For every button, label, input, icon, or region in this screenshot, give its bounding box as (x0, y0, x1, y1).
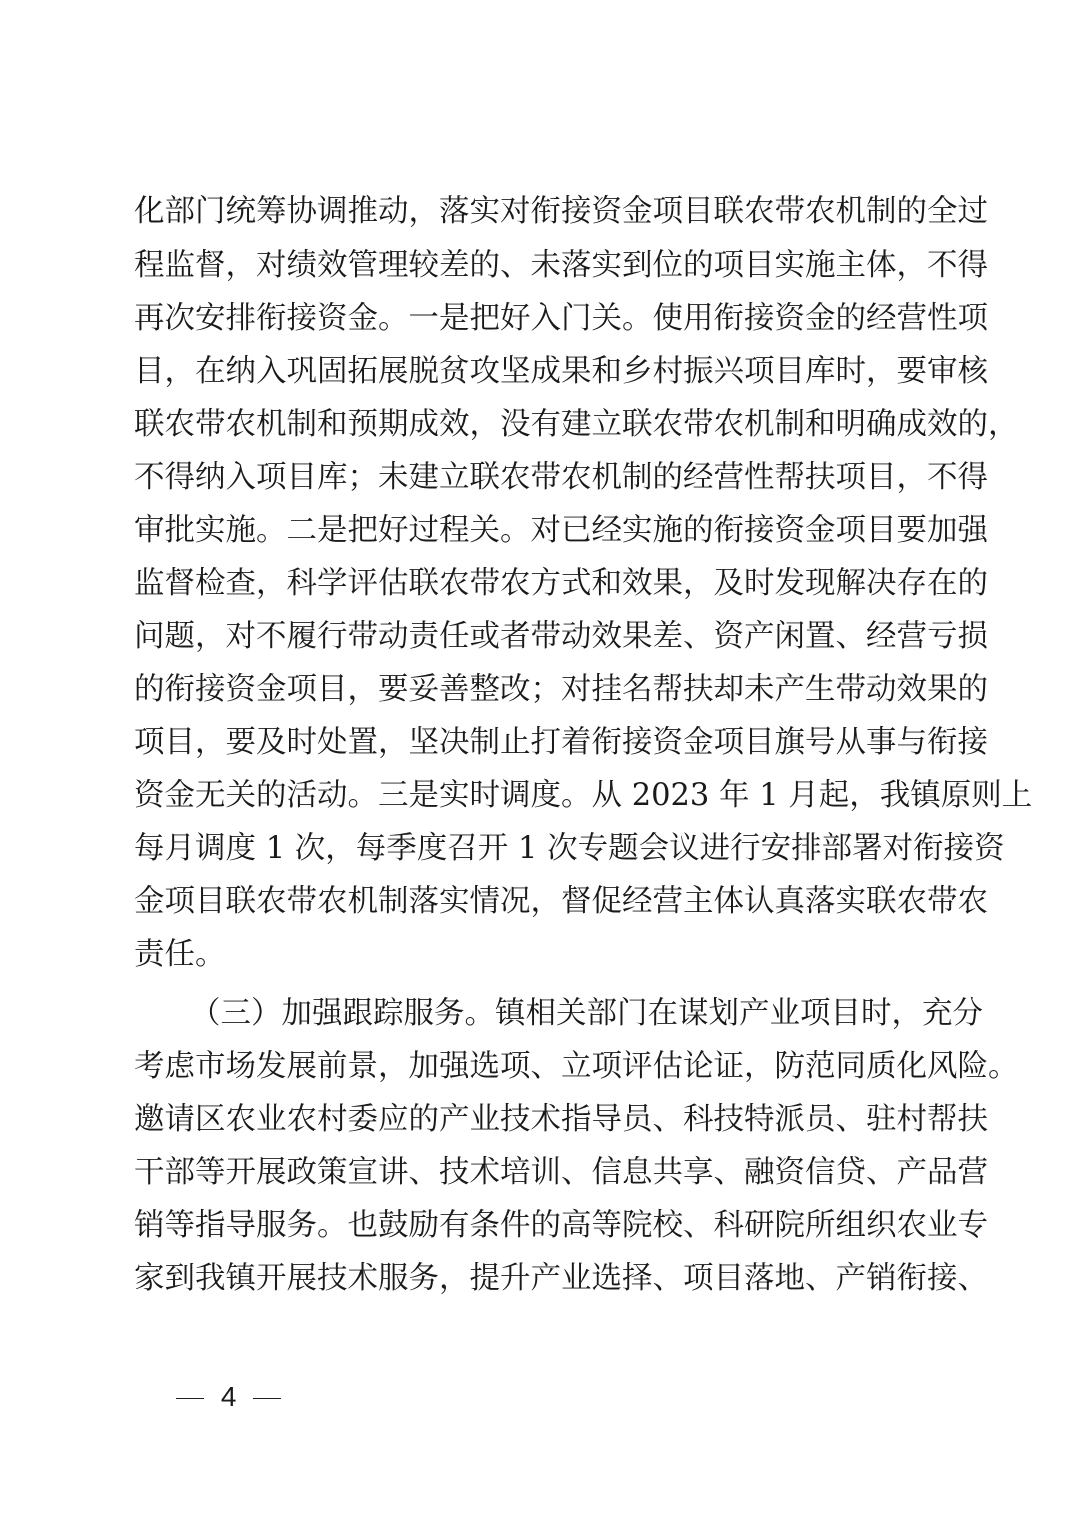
body-line-5: 联农带农机制和预期成效，没有建立联农带农机制和明确成效的， (134, 407, 1019, 442)
page-number-value: 4 (220, 1381, 237, 1412)
section-3-line-6: 家到我镇开展技术服务，提升产业选择、项目落地、产销衔接、 (134, 1261, 988, 1296)
section-3-line-5: 销等指导服务。也鼓励有条件的高等院校、科研院所组织农业专 (134, 1208, 988, 1243)
body-line-6: 不得纳入项目库；未建立联农带农机制的经营性帮扶项目，不得 (134, 460, 988, 495)
body-line-12: 资金无关的活动。三是实时调度。从 2023 年 1 月起，我镇原则上 (134, 778, 1033, 813)
section-3-heading: （三）加强跟踪服务 (190, 996, 465, 1031)
section-3-line-4: 干部等开展政策宣讲、技术培训、信息共享、融资信贷、产品营 (134, 1155, 988, 1190)
section-3-first-line-text: 。镇相关部门在谋划产业项目时，充分 (464, 996, 983, 1031)
section-3-first-line (190, 994, 983, 1034)
body-line-15: 责任。 (134, 937, 226, 972)
page-number-left-dash (176, 1398, 204, 1400)
page-number (168, 1377, 289, 1417)
body-line-14: 金项目联农带农机制落实情况，督促经营主体认真落实联农带农 (134, 884, 988, 919)
body-line-11: 项目，要及时处置，坚决制止打着衔接资金项目旗号从事与衔接 (134, 725, 988, 760)
body-line-3: 再次安排衔接资金。一是把好入门关。使用衔接资金的经营性项 (134, 301, 988, 336)
body-line-8: 监督检查，科学评估联农带农方式和效果，及时发现解决存在的 (134, 566, 988, 601)
body-line-13: 每月调度 1 次，每季度召开 1 次专题会议进行安排部署对衔接资 (134, 831, 1005, 866)
body-line-4: 目，在纳入巩固拓展脱贫攻坚成果和乡村振兴项目库时，要审核 (134, 354, 988, 389)
page-number-right-dash (253, 1398, 281, 1400)
body-line-1: 化部门统筹协调推动，落实对衔接资金项目联农带农机制的全过 (134, 194, 988, 229)
section-3-line-3: 邀请区农业农村委应的产业技术指导员、科技特派员、驻村帮扶 (134, 1102, 988, 1137)
body-line-10: 的衔接资金项目，要妥善整改；对挂名帮扶却未产生带动效果的 (134, 672, 988, 707)
body-line-7: 审批实施。二是把好过程关。对已经实施的衔接资金项目要加强 (134, 513, 988, 548)
section-3-line-2: 考虑市场发展前景，加强选项、立项评估论证，防范同质化风险。 (134, 1049, 1019, 1084)
body-line-2: 程监督，对绩效管理较差的、未落实到位的项目实施主体，不得 (134, 248, 988, 283)
body-line-9: 问题，对不履行带动责任或者带动效果差、资产闲置、经营亏损 (134, 619, 988, 654)
